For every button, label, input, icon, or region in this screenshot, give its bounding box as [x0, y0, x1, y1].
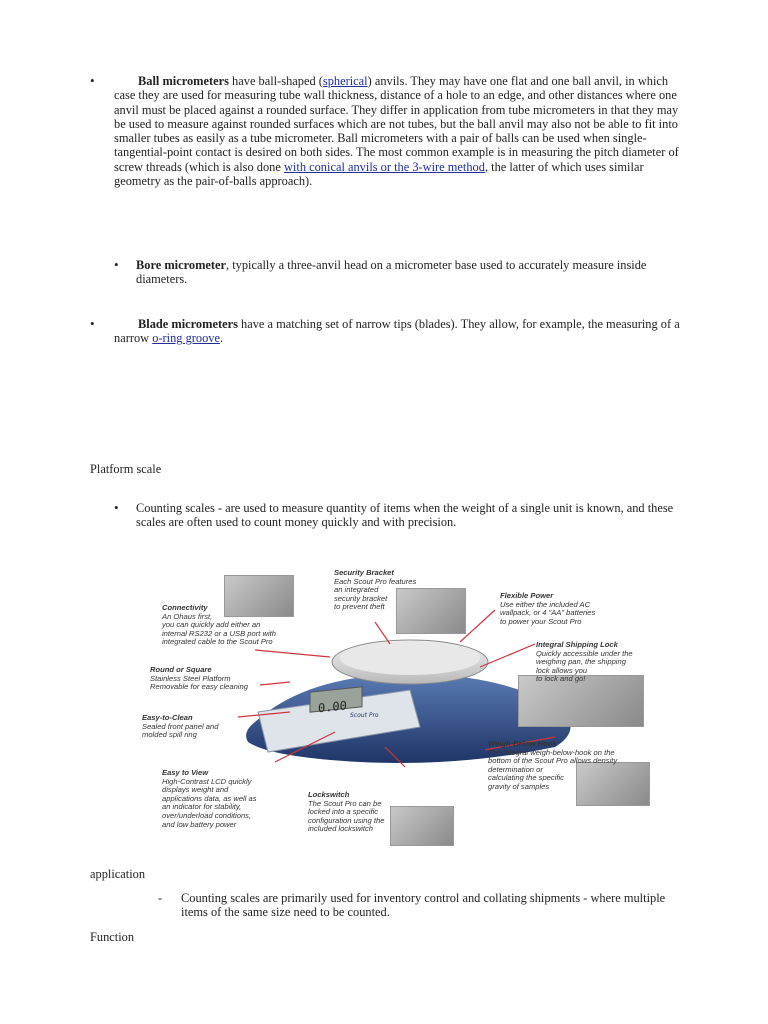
lcd-readout: 0.00 [318, 698, 347, 716]
callout-security-bracket: Security Bracket Each Scout Pro features an integrated security bracket to prevent theft [334, 568, 417, 612]
conical-anvils-link[interactable]: with conical anvils or the 3-wire method [283, 159, 485, 174]
brand-label: Scout Pro [350, 712, 379, 719]
blade-bullet: • [90, 316, 95, 331]
scout-pro-scale-figure [142, 562, 652, 847]
ball-bullet: • [90, 73, 95, 88]
counting-bullet: • [114, 500, 119, 515]
callout-connectivity: Connectivity An Ohaus first, you can quickly add either an internal RS232 or a USB port with integrated cable to the Scout Pro [162, 603, 276, 647]
bore-bullet: • [114, 257, 119, 272]
ball-micrometers-paragraph: Ball micrometers have ball-shaped (spherical) anvils. They may have one flat and one ball anvil, in which case they are used for measuring tube wall thickness, distance of a hole to an edge, and other distances where one anvil must be placed against a rounded surface. They differ in application from tube micrometers in that they may be used to measure against rounded surfaces which are not tubes, but the ball anvil may also not be able to fit into smaller tubes as easily as a tube micrometer. Ball micrometers with a pair of balls can be used when single-tangential-point contact is desired on both sides. The most common example is in measuring the pitch diameter of screw threads (which is also done with conical anvils or the 3-wire method, the latter of which uses similar geometry as the pair-of-balls approach). [114, 74, 679, 189]
weighing-pan-top [340, 641, 480, 675]
callout-easy-to-view: Easy to View High-Contrast LCD quickly displays weight and applications data, as well as an indicator for stability, over/underload conditions, and low battery power [162, 768, 257, 829]
counting-scales-paragraph: Counting scales - are used to measure quantity of items when the weight of a single unit is known, and these scales are often used to count money quickly and with precision. [136, 501, 674, 530]
application-paragraph: Counting scales are primarily used for inventory control and collating shipments - where multiple items of the same size need to be counted. [181, 891, 666, 920]
lockswitch-photo [390, 806, 454, 846]
callout-steel-platform: Round or Square Stainless Steel Platform Removable for easy cleaning [150, 665, 248, 692]
application-dash: - [158, 891, 163, 905]
callout-shipping-lock: Integral Shipping Lock Quickly accessible under the weighing pan, the shipping lock allows you to lock and go! [536, 640, 633, 684]
spherical-link[interactable]: spherical [322, 74, 368, 88]
callout-lockswitch: Lockswitch The Scout Pro can be locked into a specific configuration using the included lockswitch [308, 790, 385, 834]
ball-micrometers-term: Ball micrometers [138, 74, 229, 88]
blade-micrometers-paragraph: Blade micrometers have a matching set of narrow tips (blades). They allow, for example, the measuring of a narrow o-ring groove. [114, 317, 680, 346]
blade-micrometers-term: Blade micrometers [138, 317, 238, 331]
application-heading: application [90, 867, 146, 881]
bore-micrometer-term: Bore micrometer [136, 258, 227, 272]
callout-flexible-power: Flexible Power Use either the included AC wallpack, or 4 "AA" batteries to power your Scout Pro [500, 591, 596, 626]
o-ring-groove-link[interactable]: o-ring groove [152, 331, 220, 346]
function-heading: Function [90, 930, 135, 944]
bore-micrometer-paragraph: Bore micrometer, typically a three-anvil head on a micrometer base used to accurately measure inside diameters. [136, 258, 647, 287]
callout-easy-to-clean: Easy-to-Clean Sealed front panel and molded spill ring [142, 713, 219, 740]
platform-scale-heading: Platform scale [90, 462, 162, 476]
callout-weigh-below-hook: Weigh-Below Hook The integral weigh-below-hook on the bottom of the Scout Pro allows density determination or calculating the specific gravity of samples [488, 739, 618, 791]
